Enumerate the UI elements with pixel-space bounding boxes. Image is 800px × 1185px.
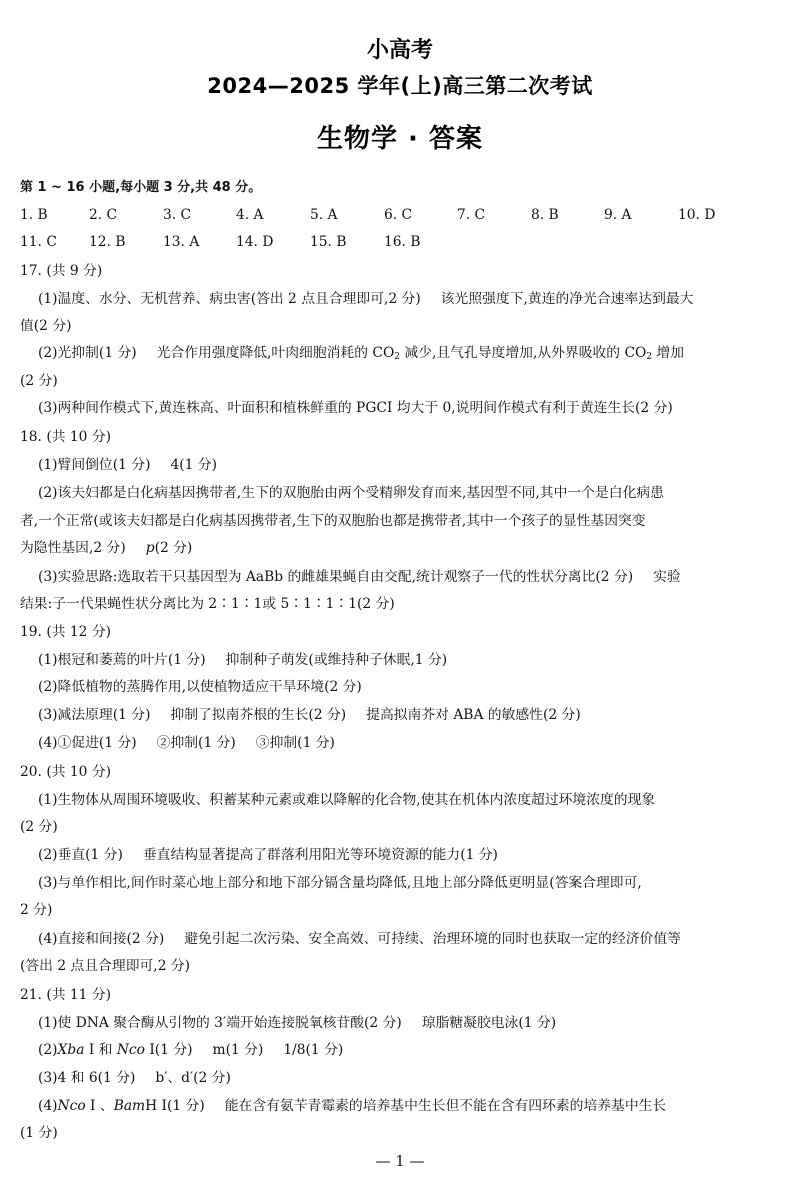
q20-part4-cont: (答出 2 点且合理即可,2 分) (20, 958, 191, 974)
answer-text: (4)直接和间接(2 分) (38, 931, 165, 947)
answer-text: 为隐性基因,2 分) (20, 540, 126, 556)
exam-title: 2024—2025 学年(上)高三第二次考试 (207, 74, 593, 98)
q20-part4 (38, 929, 788, 949)
subscript: 2 (646, 352, 653, 362)
q21-part1 (38, 1013, 788, 1033)
answer-text: 增加 (652, 345, 685, 361)
variable: p (145, 540, 155, 556)
mc-answer: 4. A (236, 207, 264, 223)
mc-answer: 12. B (89, 234, 126, 250)
q21-part4 (38, 1096, 788, 1116)
answer-text: 能在含有氨苄青霉素的培养基中生长但不能在含有四环素的培养基中生长 (224, 1098, 667, 1114)
answer-text: 1/8(1 分) (283, 1042, 344, 1058)
mc-answer: 2. C (89, 207, 118, 223)
mc-answer: 8. B (531, 207, 559, 223)
enzyme-name: Bam (113, 1098, 146, 1114)
mc-answer: 16. B (384, 234, 421, 250)
answer-text: 琼脂糖凝胶电泳(1 分) (421, 1015, 557, 1031)
page-number: — 1 — (375, 1152, 425, 1170)
q21-part3 (38, 1068, 788, 1088)
subscript: 2 (394, 352, 400, 362)
mc-answer: 7. C (457, 207, 486, 223)
answer-text: 避免引起二次污染、安全高效、可持续、治理环境的同时也获取一定的经济价值等 (184, 931, 681, 947)
answer-text: (3)4 和 6(1 分) (38, 1070, 136, 1086)
q17-part1 (38, 289, 788, 309)
answer-text: 抑制了拟南芥根的生长(2 分) (170, 707, 347, 723)
q18-part3-cont: 结果:子一代果蝇性状分离比为 2∶1∶1或 5∶1∶1∶1(2 分) (20, 596, 395, 612)
answer-text: Ⅰ 和 (84, 1042, 117, 1058)
mc-answer: 9. A (604, 207, 632, 223)
q20-part1-cont: (2 分) (20, 819, 58, 835)
answer-text: ③抑制(1 分) (255, 735, 335, 751)
q21-heading: 21. (共 11 分) (20, 987, 112, 1003)
mc-answer: 15. B (310, 234, 347, 250)
answer-text: 减少,且气孔导度增加,从外界吸收的 CO (400, 345, 647, 361)
answer-text: (1)使 DNA 聚合酶从引物的 3′端开始连接脱氧核苷酸(2 分) (38, 1015, 402, 1031)
q18-part2: (2)该夫妇都是白化病基因携带者,生下的双胞胎由两个受精卵发育而来,基因型不同,其中一个是白化病患 (38, 485, 664, 501)
q19-part4 (38, 733, 788, 753)
answer-text: (3)实验思路:选取若干只基因型为 AaBb 的雌雄果蝇自由交配,统计观察子一代的性状分离比(2 分) (38, 569, 634, 585)
answer-text: 4(1 分) (170, 457, 217, 473)
answer-text: (4) (38, 1098, 58, 1114)
enzyme-name: Xba (57, 1042, 85, 1058)
answer-text: 提高拟南芥对 ABA 的敏感性(2 分) (366, 707, 581, 723)
q19-part3 (38, 705, 788, 725)
mc-answer: 14. D (236, 234, 274, 250)
answer-text: (2) (38, 1042, 58, 1058)
q17-part2 (38, 343, 788, 367)
mc-answer: 5. A (310, 207, 338, 223)
answer-text: b′、d′(2 分) (155, 1070, 231, 1086)
q17-part1-cont: 值(2 分) (20, 318, 72, 334)
subject-title: 生物学 · 答案 (317, 124, 483, 154)
mc-answer: 10. D (678, 207, 716, 223)
answer-text: 实验 (653, 569, 681, 585)
q18-part1 (38, 455, 788, 475)
q21-part2 (38, 1040, 788, 1060)
answer-text: H Ⅰ(1 分) (145, 1098, 205, 1114)
q18-part2-cont2 (20, 538, 785, 558)
mc-answer: 3. C (163, 207, 192, 223)
answer-text: (3)减法原理(1 分) (38, 707, 151, 723)
q20-heading: 20. (共 10 分) (20, 764, 112, 780)
q20-part3-cont: 2 分) (20, 902, 53, 918)
answer-text: ②抑制(1 分) (156, 735, 236, 751)
q19-part1 (38, 650, 788, 670)
answer-text: (1)根冠和萎蔫的叶片(1 分) (38, 652, 206, 668)
answer-text: 光合作用强度降低,叶肉细胞消耗的 CO (156, 345, 395, 361)
q19-heading: 19. (共 12 分) (20, 624, 112, 640)
q20-part3: (3)与单作相比,间作时菜心地上部分和地下部分镉含量均降低,且地上部分降低更明显(答案合理即可, (38, 875, 642, 891)
q18-part2-cont: 者,一个正常(或该夫妇都是白化病基因携带者,生下的双胞胎也都是携带者,其中一个孩子的显性基因突变 (20, 513, 646, 529)
mc-intro: 第 1 ~ 16 小题,每小题 3 分,共 48 分。 (20, 180, 262, 195)
q17-heading: 17. (共 9 分) (20, 263, 103, 279)
mc-answer: 1. B (20, 207, 48, 223)
q18-part3 (38, 567, 788, 587)
enzyme-name: Nco (57, 1098, 86, 1114)
answer-text: Ⅰ 、 (85, 1098, 114, 1114)
q21-part4-cont: (1 分) (20, 1125, 58, 1141)
answer-text: (2)光抑制(1 分) (38, 345, 137, 361)
mc-answer: 13. A (163, 234, 200, 250)
enzyme-name: Nco (116, 1042, 145, 1058)
brand-title: 小高考 (366, 38, 433, 63)
answer-text: Ⅰ(1 分) (144, 1042, 193, 1058)
q20-part2 (38, 845, 788, 865)
q18-heading: 18. (共 10 分) (20, 429, 112, 445)
answer-text: m(1 分) (212, 1042, 264, 1058)
mc-answer: 6. C (384, 207, 413, 223)
answer-text: (4)①促进(1 分) (38, 735, 137, 751)
answer-text: 抑制种子萌发(或维持种子休眠,1 分) (225, 652, 448, 668)
answer-text: (2 分) (154, 540, 193, 556)
mc-answer: 11. C (20, 234, 57, 250)
answer-text: 垂直结构显著提高了群落利用阳光等环境资源的能力(1 分) (142, 847, 498, 863)
answer-text: 该光照强度下,黄连的净光合速率达到最大 (440, 291, 694, 307)
answer-text: (1)臂间倒位(1 分) (38, 457, 151, 473)
answer-text: (1)温度、水分、无机营养、病虫害(答出 2 点且合理即可,2 分) (38, 291, 421, 307)
q17-part2-cont: (2 分) (20, 373, 58, 389)
q20-part1: (1)生物体从周围环境吸收、积蓄某种元素或难以降解的化合物,使其在机体内浓度超过环境浓度的现象 (38, 792, 656, 808)
answer-text: (2)垂直(1 分) (38, 847, 123, 863)
q17-part3: (3)两种间作模式下,黄连株高、叶面积和植株鲜重的 PGCI 均大于 0,说明间作模式有利于黄连生长(2 分) (38, 400, 673, 416)
q19-part2: (2)降低植物的蒸腾作用,以使植物适应干旱环境(2 分) (38, 679, 362, 695)
